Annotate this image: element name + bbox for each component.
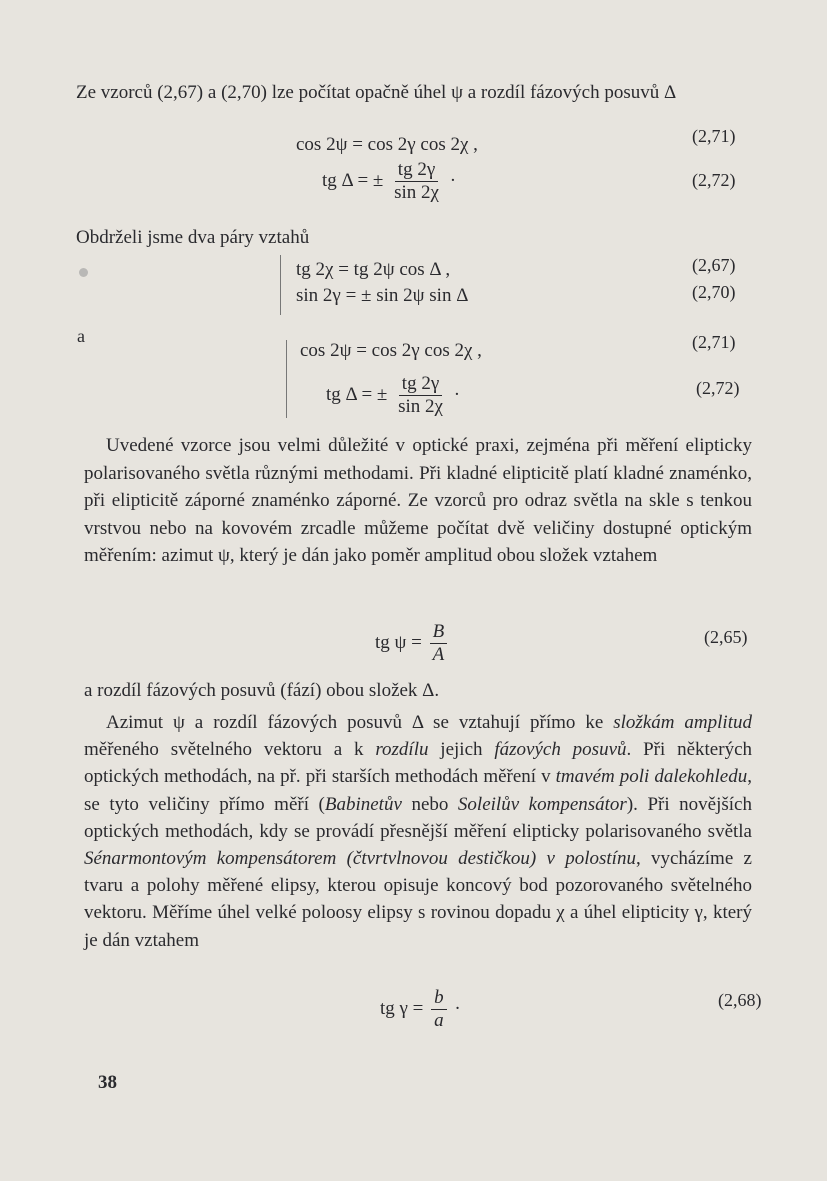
equation-2-68 [380, 988, 461, 1031]
text-run: , se tyto veličiny přímo měří ( [84, 766, 752, 815]
text-run: nebo [401, 793, 458, 815]
paragraph-azimuth [84, 709, 752, 954]
paper-spot [79, 268, 88, 277]
equation-2-71-repeat: cos 2ψ = cos 2γ cos 2χ , [300, 340, 482, 361]
intro-text: Ze vzorců (2,67) a (2,70) lze počítat opačně úhel ψ a rozdíl fázových posuvů Δ [76, 82, 677, 103]
text-run: , vycházíme z tvaru a polohy měřené elipsy, kterou opisuje koncový bod pozorovaného světelného vektoru. Měříme úhel velké poloosy elipsy s rovinou dopadu χ a úhel elipticity γ, který je dán vztahem [84, 848, 752, 951]
text-run: . Při některých optických methodách, na př. při starších methodách měření v [84, 739, 753, 788]
text-run: ). Při novějších optických methodách, kdy se provádí přesnější měření elipticky polarisovaného světla [84, 793, 752, 842]
equation-number-2-71: (2,71) [692, 126, 736, 146]
equation-number-2-72: (2,72) [692, 170, 736, 190]
equation-tail: · [449, 169, 457, 191]
italic-run: fázových posuvů [494, 739, 627, 761]
equation-number-2-65: (2,65) [704, 627, 748, 647]
italic-run: rozdílu [375, 739, 429, 761]
fraction [391, 160, 442, 203]
fraction-numerator: tg 2γ [395, 160, 438, 182]
equation-lhs: tg Δ = ± [322, 169, 384, 191]
italic-run: tmavém poli dalekohledu [555, 766, 748, 788]
pairs-heading: Obdrželi jsme dva páry vztahů [76, 227, 310, 248]
fraction-numerator: tg 2γ [399, 374, 442, 396]
fraction [395, 374, 446, 417]
equation-2-71: cos 2ψ = cos 2γ cos 2χ , [296, 134, 478, 155]
equation-tail: · [453, 383, 461, 405]
fraction-numerator: B [430, 622, 448, 644]
fraction [430, 622, 448, 665]
equation-number-2-67: (2,67) [692, 255, 736, 275]
italic-run: Sénarmontovým kompensátorem (čtvrtvlnovou destičkou) v polostínu [84, 848, 636, 870]
fraction-denominator: sin 2χ [398, 396, 443, 417]
bracket-line [286, 340, 287, 418]
equation-lhs: tg Δ = ± [326, 383, 388, 405]
page-number: 38 [98, 1072, 117, 1093]
fraction-denominator: sin 2χ [394, 182, 439, 203]
fraction-denominator: A [432, 644, 445, 665]
italic-run: Soleilův kompensátor [457, 793, 627, 815]
equation-2-70: sin 2γ = ± sin 2ψ sin Δ [296, 285, 469, 306]
equation-number-2-70: (2,70) [692, 282, 736, 302]
italic-run: Babinetův [324, 793, 402, 815]
equation-number-2-68: (2,68) [718, 990, 762, 1010]
fraction [431, 988, 447, 1031]
equation-2-67: tg 2χ = tg 2ψ cos Δ , [296, 259, 451, 280]
fraction-denominator: a [434, 1010, 444, 1031]
italic-run: složkám amplitud [613, 712, 752, 733]
text-run: Azimut ψ a rozdíl fázových posuvů Δ se vztahují přímo ke [106, 712, 614, 733]
equation-lhs: tg γ = [380, 997, 424, 1019]
paragraph-text: Uvedené vzorce jsou velmi důležité v optické praxi, zejména při měření elipticky polarisovaného světla různými methodami. Při kladné elipticitě platí kladné znaménko, při elipticitě záporné znaménko záporné. Ze vzorců pro odraz světla na skle s tenkou vrstvou nebo na kovovém zrcadle můžeme počítat dvě veličiny dostupné optickým měřením: azimut ψ, který je dán jako poměr amplitud obou složek vztahem [84, 435, 752, 566]
equation-2-65 [375, 622, 450, 665]
fraction-numerator: b [431, 988, 447, 1010]
equation-number-2-71-repeat: (2,71) [692, 332, 736, 352]
equation-2-72-repeat [326, 374, 460, 417]
text-run: jejich [428, 739, 495, 761]
equation-number-2-72-repeat: (2,72) [696, 378, 740, 398]
equation-2-72 [322, 160, 456, 203]
equation-lhs: tg ψ = [375, 631, 422, 653]
conjunction-a: a [77, 326, 85, 346]
text-run: měřeného světelného vektoru a k [84, 739, 376, 761]
equation-tail: · [454, 997, 461, 1019]
bracket-line [280, 255, 281, 315]
paragraph-optical-practice [84, 432, 752, 570]
paragraph-phase-difference: a rozdíl fázových posuvů (fází) obou složek Δ. [84, 680, 440, 701]
